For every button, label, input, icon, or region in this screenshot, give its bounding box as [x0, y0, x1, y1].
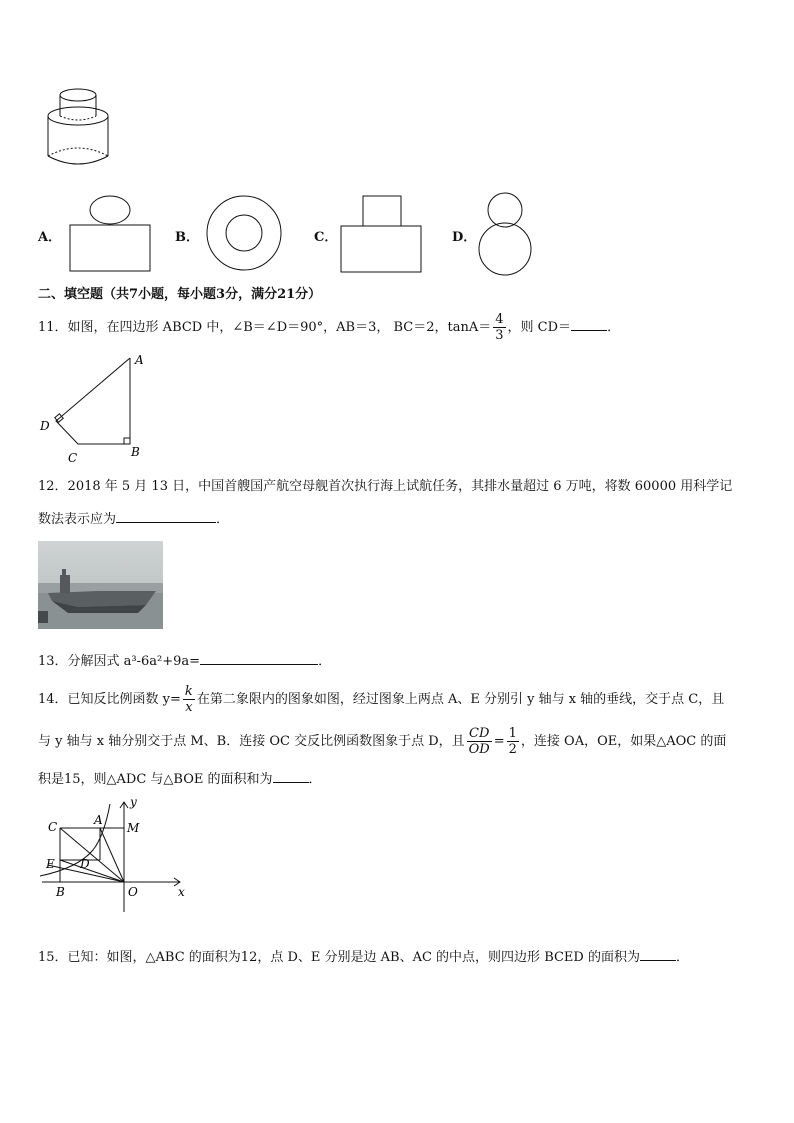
question-14-text-c: 与 y 轴与 x 轴分别交于点 M、B．连接 OC 交反比例函数图象于点 D，且 — [38, 734, 465, 749]
section-header: 二、填空题（共7小题，每小题3分，满分21分） — [38, 287, 322, 302]
option-a-label: A． — [38, 230, 62, 245]
frac-od: OD — [468, 742, 490, 757]
equals-sign: = — [493, 734, 505, 749]
frac-cd: CD — [469, 726, 490, 741]
option-b-figure — [205, 194, 285, 274]
option-a-figure — [68, 194, 158, 274]
frac-numerator: 4 — [495, 312, 504, 327]
question-12-line1: 12．2018 年 5 月 13 日，中国首艘国产航空母舰首次执行海上试航任务，其排水量超过 6 万吨，将数 60000 用科学记 — [38, 479, 733, 494]
frac-1: 1 — [508, 726, 517, 741]
label-a: A — [135, 353, 144, 367]
question-14-text-b: 在第二象限内的图象如图，经过图象上两点 A、E 分别引 y 轴与 x 轴的垂线，交于点 C，且 — [196, 692, 725, 707]
answer-blank-13[interactable] — [200, 650, 318, 665]
option-c-label: C． — [314, 230, 338, 245]
label-d: D — [80, 857, 90, 871]
question-11-end: ． — [607, 320, 621, 335]
option-d-label: D． — [452, 230, 477, 245]
label-c: C — [48, 820, 58, 834]
label-m: M — [127, 821, 140, 835]
label-x: x — [178, 885, 185, 899]
question-11 — [38, 312, 620, 343]
option-b-label: B． — [175, 230, 199, 245]
aircraft-carrier-photo — [38, 541, 163, 629]
option-c-figure — [338, 194, 428, 274]
half-fraction — [507, 726, 519, 757]
label-d: D — [40, 419, 50, 433]
question-15-end: ． — [675, 950, 689, 965]
question-14-text-d: ，连接 OA，OE，如果△AOC 的面 — [520, 734, 727, 749]
question-12-line2-text: 数法表示应为 — [38, 512, 117, 527]
question-15-text: 15．已知：如图，△ABC 的面积为12，点 D、E 分别是边 AB、AC 的中点，则四边形 BCED 的面积为 — [38, 950, 640, 965]
question-11-text: 11．如图，在四边形 ABCD 中，∠B＝∠D＝90°，AB＝3， BC＝2，tanA＝ — [38, 320, 492, 335]
question-14-line2 — [38, 724, 726, 760]
solid-figure — [40, 80, 140, 170]
question-13-text: 13．分解因式 a³-6a²+9a= — [38, 654, 201, 669]
question-14-text-e: 积是15，则△ADC 与△BOE 的面积和为 — [38, 772, 273, 787]
question-12-end: ． — [216, 512, 230, 527]
question-14-line3 — [38, 768, 322, 789]
option-d-figure — [476, 190, 546, 280]
question-12-line2 — [38, 508, 229, 529]
cd-over-od-fraction — [467, 726, 492, 757]
question-15 — [38, 946, 689, 967]
frac-k: k — [184, 684, 193, 699]
question-14-text-a: 14．已知反比例函数 y= — [38, 692, 181, 707]
question-11-text-after: ，则 CD＝ — [507, 320, 572, 335]
label-b: B — [56, 885, 65, 899]
label-a: A — [94, 813, 103, 827]
question-14-line1 — [38, 684, 724, 715]
label-y: y — [130, 795, 137, 809]
inverse-function-graph — [38, 795, 188, 913]
answer-blank-11[interactable] — [571, 316, 607, 331]
label-e: E — [46, 857, 55, 871]
tan-fraction — [493, 312, 505, 343]
k-over-x-fraction — [183, 684, 195, 715]
frac-denominator: 3 — [495, 328, 504, 343]
answer-blank-12[interactable] — [116, 508, 216, 523]
frac-2: 2 — [508, 742, 517, 757]
label-c: C — [68, 451, 78, 465]
question-13 — [38, 650, 331, 671]
label-b: B — [131, 445, 140, 459]
frac-x: x — [183, 699, 195, 715]
answer-blank-14[interactable] — [273, 768, 309, 783]
question-13-end: ． — [318, 654, 332, 669]
question-14-end: ． — [308, 772, 322, 787]
quadrilateral-figure — [38, 352, 148, 467]
answer-blank-15[interactable] — [640, 946, 676, 961]
label-o: O — [128, 885, 138, 899]
